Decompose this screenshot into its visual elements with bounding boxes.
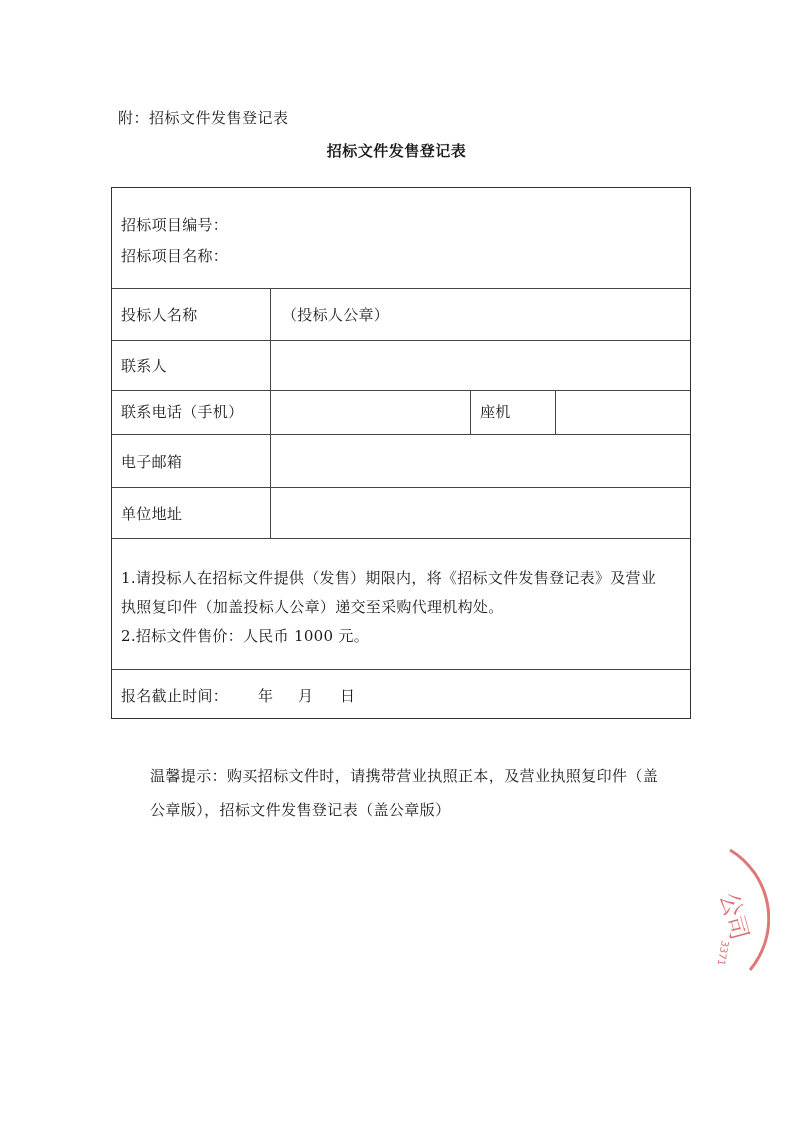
deadline-day: 日 [340, 687, 356, 705]
column-divider [470, 390, 471, 434]
note-line: 1.请投标人在招标文件提供（发售）期限内，将《招标文件发售登记表》及营业 [121, 569, 657, 587]
mobile-phone-label: 联系电话（手机） [121, 403, 244, 421]
bidder-seal-hint: （投标人公章） [282, 306, 390, 324]
note-line: 执照复印件（加盖投标人公章）递交至采购代理机构处。 [121, 598, 504, 616]
column-divider [555, 390, 556, 434]
project-name-label: 招标项目名称： [121, 247, 229, 265]
reminder-line: 温馨提示：购买招标文件时，请携带营业执照正本，及营业执照复印件（盖 [150, 767, 659, 785]
landline-label: 座机 [480, 403, 511, 421]
row-divider [112, 538, 690, 539]
deadline-year: 年 [258, 687, 274, 705]
row-divider [112, 390, 690, 391]
address-label: 单位地址 [121, 505, 183, 523]
company-seal-stamp [690, 840, 770, 980]
project-number-label: 招标项目编号： [121, 216, 229, 234]
row-divider [112, 288, 690, 289]
row-divider [112, 669, 690, 670]
row-divider [112, 340, 690, 341]
reminder-line: 公章版），招标文件发售登记表（盖公章版） [150, 801, 451, 819]
reminder-note [150, 759, 686, 827]
column-divider [270, 288, 271, 538]
seal-text: 公司 [714, 889, 754, 943]
deadline-month: 月 [298, 687, 314, 705]
seal-digits: 3371 [714, 939, 730, 967]
attachment-heading: 附：招标文件发售登记表 [118, 109, 289, 127]
contact-person-label: 联系人 [121, 357, 167, 375]
row-divider [112, 434, 690, 435]
row-divider [112, 487, 690, 488]
deadline-label: 报名截止时间： [121, 687, 229, 705]
notes-block [121, 564, 687, 651]
email-label: 电子邮箱 [121, 453, 183, 471]
document-title: 招标文件发售登记表 [326, 142, 467, 160]
note-line: 2.招标文件售价：人民币 1000 元。 [121, 627, 370, 645]
registration-form [111, 187, 691, 719]
bidder-name-label: 投标人名称 [121, 306, 198, 324]
